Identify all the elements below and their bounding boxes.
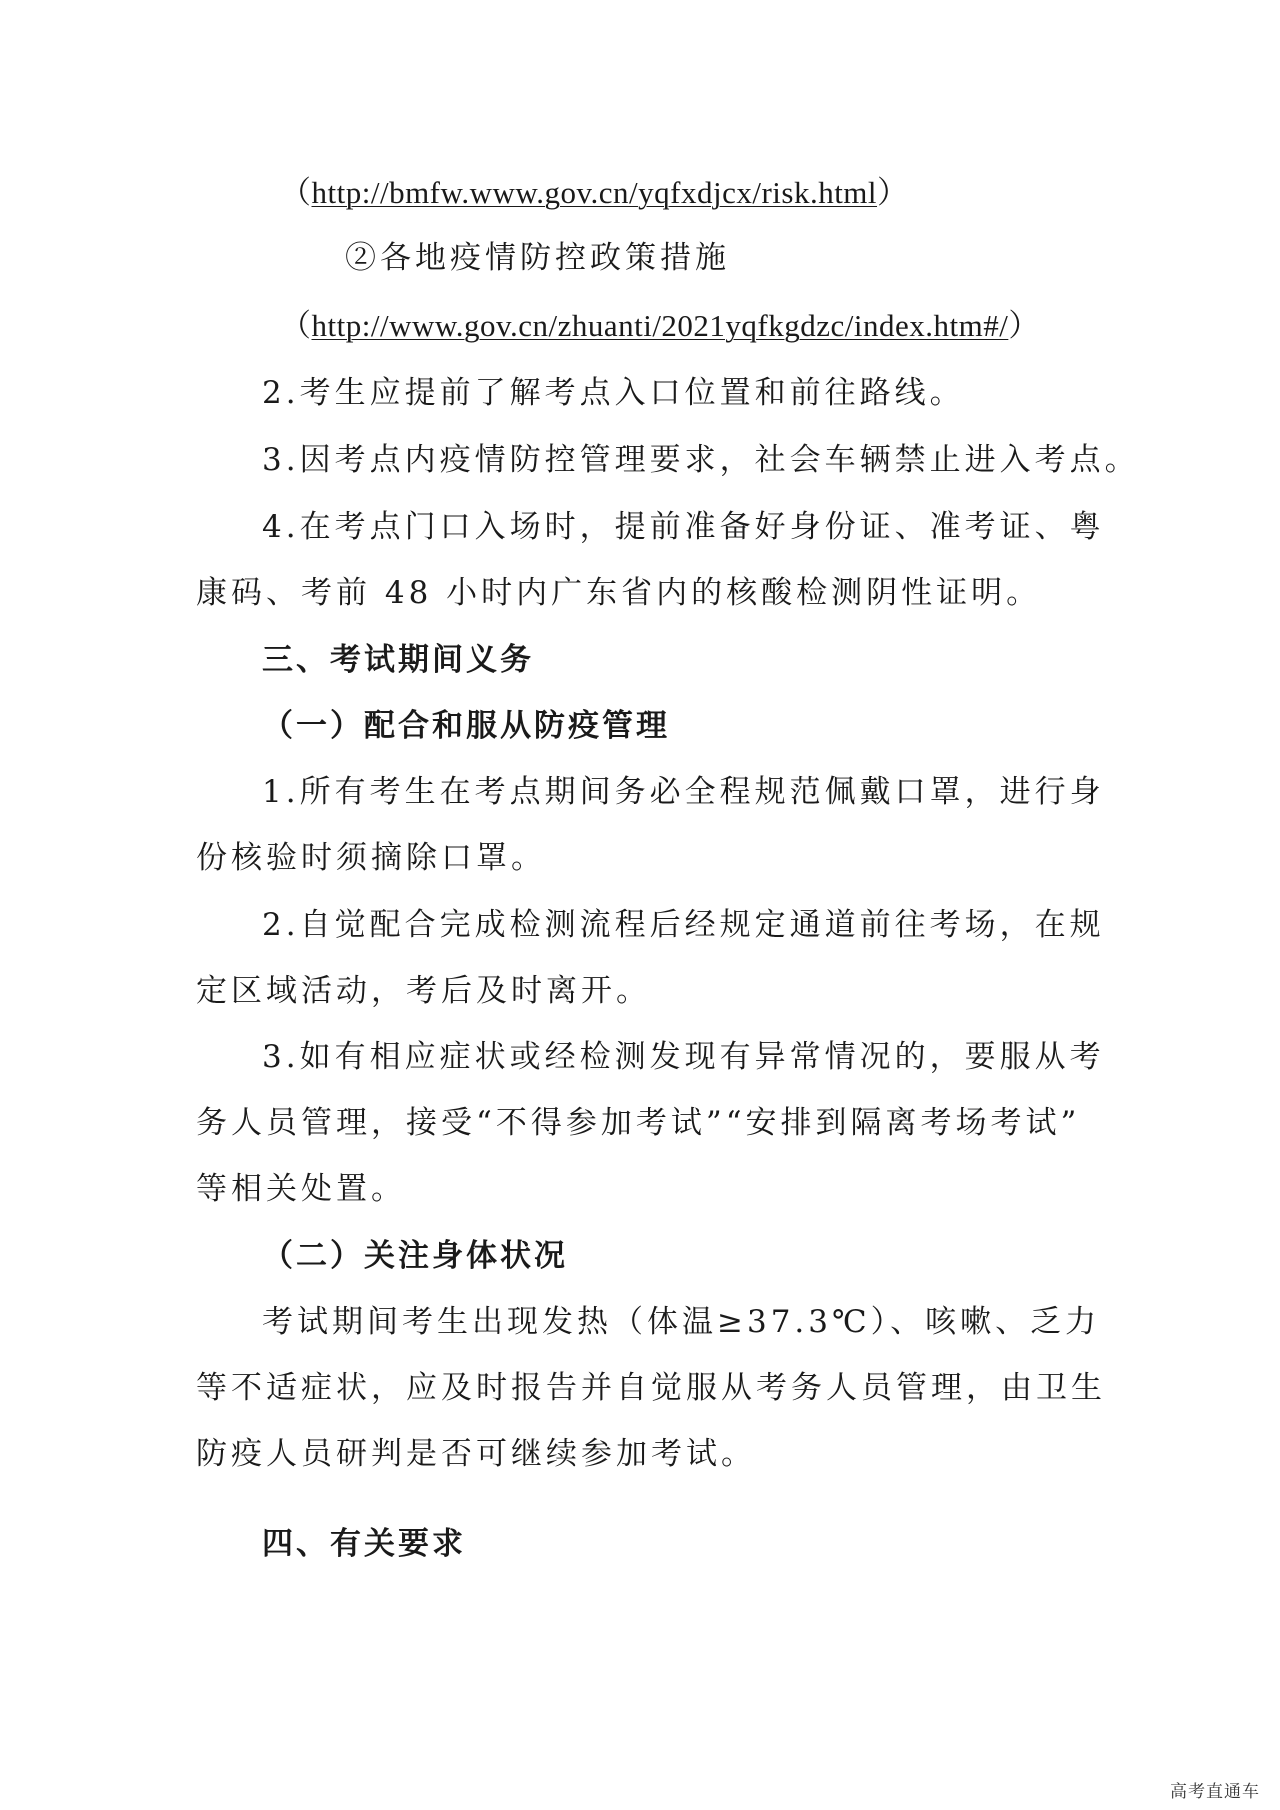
s1-paragraph-1-line-2: 份核验时须摘除口罩。 xyxy=(196,840,546,876)
section-4-heading: 四、有关要求 xyxy=(262,1526,466,1562)
link-close-paren: ） xyxy=(877,175,909,210)
s2-paragraph-line-3: 防疫人员研判是否可继续参加考试。 xyxy=(196,1436,756,1472)
s1-paragraph-3-line-2: 务人员管理，接受“不得参加考试”“安排到隔离考场考试” xyxy=(196,1105,1081,1141)
link-close-paren: ） xyxy=(1008,308,1040,343)
watermark-text: 高考直通车 xyxy=(1170,1782,1260,1802)
subsection-1-heading: （一）配合和服从防疫管理 xyxy=(262,708,670,744)
paragraph-2: 2.考生应提前了解考点入口位置和前往路线。 xyxy=(262,375,965,411)
policy-item-title: ②各地疫情防控政策措施 xyxy=(345,240,730,276)
section-3-heading: 三、考试期间义务 xyxy=(262,642,534,678)
s1-paragraph-2-line-2: 定区域活动，考后及时离开。 xyxy=(196,973,651,1009)
policy-url[interactable]: http://www.gov.cn/zhuanti/2021yqfkgdzc/index.htm#/ xyxy=(311,308,1009,343)
paragraph-4-line-2: 康码、考前 48 小时内广东省内的核酸检测阴性证明。 xyxy=(196,575,1042,611)
s2-paragraph-line-1: 考试期间考生出现发热（体温≥37.3℃）、咳嗽、乏力 xyxy=(262,1304,1101,1340)
s1-paragraph-1-line-1: 1.所有考生在考点期间务必全程规范佩戴口罩，进行身 xyxy=(262,774,1105,810)
s1-paragraph-3-line-1: 3.如有相应症状或经检测发现有异常情况的，要服从考 xyxy=(262,1039,1105,1075)
link-open-paren: （ xyxy=(280,308,312,343)
link-open-paren: （ xyxy=(280,175,312,210)
risk-query-link-line xyxy=(280,173,909,213)
subsection-2-heading: （二）关注身体状况 xyxy=(262,1238,568,1274)
s1-paragraph-3-line-3: 等相关处置。 xyxy=(196,1171,406,1207)
paragraph-3: 3.因考点内疫情防控管理要求，社会车辆禁止进入考点。 xyxy=(262,442,1140,478)
s2-paragraph-line-2: 等不适症状，应及时报告并自觉服从考务人员管理，由卫生 xyxy=(196,1370,1106,1406)
paragraph-4-line-1: 4.在考点门口入场时，提前准备好身份证、准考证、粤 xyxy=(262,509,1105,545)
policy-link-line xyxy=(280,306,1040,346)
risk-query-url[interactable]: http://bmfw.www.gov.cn/yqfxdjcx/risk.html xyxy=(311,175,878,210)
s1-paragraph-2-line-1: 2.自觉配合完成检测流程后经规定通道前往考场，在规 xyxy=(262,907,1105,943)
